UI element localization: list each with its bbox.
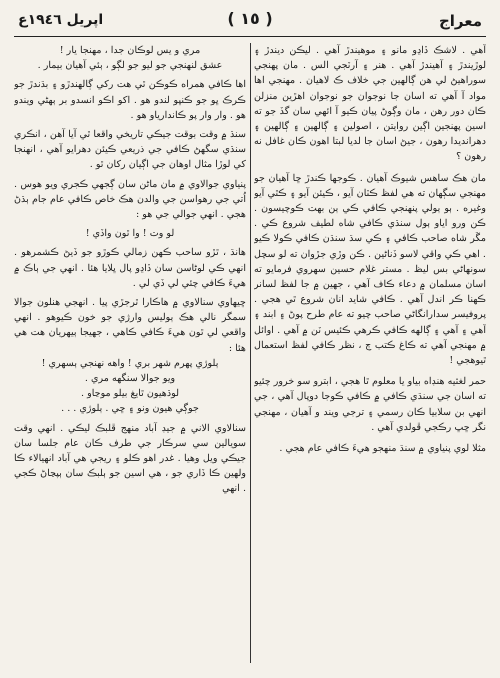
paragraph: سنڌ ۾ وقت بوقت جيڪي تاريخي واقعا ٿي آيا آهن ، انڪري سنڌي سگهڻ ڪافي جي ذريعي ڪيئن دهرايو آهي ، انهنجا کي لوڙا مثال اوهان جي اڳيان رکان ٿو . — [14, 129, 246, 171]
verse-line: ٻلوژي پهرم شهر بري ! واهه نهنجي ٻسهري ! — [41, 357, 219, 369]
paragraph: ڇيهاوي سنالاوي ۾ هاڪارا ٿرجڙي پيا . انهجي هنلون جوالا سمگر نالي هڪ ٻوليس وارژي جو خون ڪيوهو . انهي واقعي لي ٿون هيءَ ڪافي ڪاهي ، جهيجا ٻيهريان هت هي هئا : — [14, 297, 246, 354]
verse-line: مري و يس لوڪان جدا ، مهنجا يار ! — [59, 45, 201, 56]
verse-line: لو وت ! وا ٿون واڏي ! — [85, 228, 175, 240]
left-column — [14, 43, 246, 663]
issue-date: اپريل ١٩٤٦ع — [18, 12, 104, 28]
paragraph: سنالاوي الاني ۾ جيڊ آباد منهج ڦلبڪ ليڪي . انهي وقت سويالين سي سرڪار جي طرف ڪان عام جلسا سان جيڪي ويل وهيا . غدر اهو ڪلو ۽ ريجي هي آباد انهيالاء ڪا ولهين ڪا ڏاري جو ، هي اسين جو ٻلبڪ سان ٻپڃاڻ ڪجي . انهي — [14, 422, 246, 495]
paragraph: پنياوي جوالاوي ۾ مان ماڻن سان ڳجهي ڪجري ويو هوس . اُتي جي رهواسن جي والدن هڪ خاص ڪافي عام جام ٻڌڻ هجي . انهي جوالي جي هو : — [14, 178, 246, 221]
page-number: ( ١٥ ) — [227, 9, 273, 28]
paragraph: هانڌ ، ٿڙو ساحب ڪهن زمالي ڪوڙو جو ڏيڻ ڪشمرهو . انهي ڪي لوڻاسن سان ڏاڍو پال ڀلايا هئا . انهي جي ٻاڪ ۾ هيءَ ڪافي چئي لي ڏي لي . — [14, 247, 246, 289]
paragraph: مثلا لوي پنياوي ۾ سنڌ منهجو هيءَ ڪافي عام هجي . — [279, 443, 486, 455]
verse-line: لوڌهيون ٿايغ بيلو موڃاو . — [80, 388, 179, 400]
right-column — [254, 43, 486, 663]
publication-name: معراج — [438, 12, 482, 30]
verse-line: ويو جوالا سنگهه مري . — [84, 373, 176, 385]
page-header — [14, 6, 486, 37]
verse-line: جوڳي هيون ونو ۽ ڇي . ٻلوژي . . . — [61, 403, 199, 415]
paragraph: آهي . لاشڪ ڏاڍو مانو ۽ موهيندڙ آهي . ليڪن ديندڙ ۽ لوڙيندڙ ۽ آهيندڙ آهي . هنر ۽ آرٽجي الس . مان پهنجي سوراهيڻ لي هن ڳالهين جي خلاف ڪ لاهيان . مهنجي اها مواد آ آهي ته اسان جا نوجوان جو نوجوان اهڙين منزلن ڪان دور رهن ، مان وڳوڻ پيان ڪيو آ ائهي سان گڏ جو ته اسين پهنجين اڳين روايتن ، اصولين ۽ ڳالهين ۽ ڳالهين ۽ دهرانديدا رهون ، جيڻ اسان جا لديا لبتا اهون ڪان غافل نه رهون ؟ — [254, 45, 486, 163]
paragraph: اها ڪافي همراه ڪوڪن ٿي هت رکي ڳالهندڙو ۽ بڌندڙ جو ڪرڪ ڀو جو ڪنڀو لندو هو . اکو اڪو انسدو بر ٻهڻي ويندو هو . وار وار پو ڪاندارياو هو . — [14, 79, 246, 121]
text-columns — [14, 43, 486, 663]
paragraph: حمر لغثيه هنڊاه بياو يا معلوم ٿا هجي ، ابترو سو خرور چئيو ته اسان جي سنڌي ڪافي ۾ ڪافي ڪوجا دوپال آهي ، جي انهي بن سلابيا ڪان رسمي ۽ ترجي ويند و آهيان ، مهنجي نگر ڇڀ رڪجي ڦولدي آهي . — [254, 376, 486, 433]
verse-line: عشق لنهنجي جو ليو جو لڳو ، ٻئي آهيان بيمار . — [37, 60, 223, 72]
paragraph: مان هڪ ساهس شيوڪ آهيان . ڪوجها ڪندڙ ڇا آهيان جو مهنجي سڳهان ته هي لفظ ڪٽان آيو ، ڪيئن آيو ۽ ڪٿي آيو وغيره . ٻو ٻولي پنهنجي ڪافي ڪي ٻن بهت ڪوچيسون . ڪن ورو اياو ٻول سنڌي ڪافي شاه لطيف شروع ڪي . مڱر شاه صاحب ڪافي ۽ ڪي سڌ سنڌن ڪافي ڪولا ڪيو . اهي ڪي واقي لاسو ڏناڻين . ڪن وڙي جڙوان ته لو سچل سونهاڻي بس ليظ . مستر غلام حسين سهروي فرمايو ته اسان مسلمان ۾ دعاء ڪاف آهي ، جهين ۾ جا لفظ لسانر ڪهنا ڪر اندل آهي . ڪافي شايد انان شروع ٿي هجي . پروفيسر سدارانگاڻي صاحب چيو ته عام طرح پوڻ ۽ ابند ۽ آهي ۽ آهي ۽ ڳالهه ڪافي ڪرهي ڪئيس ٽن ۾ آهي . اوائل ۾ مهنجي آهي ته ڪاغ ڪتب ڄ ، نظر ڪافي لفظ استعمال ٿيوهجي ! — [254, 172, 486, 367]
column-divider — [250, 43, 251, 663]
